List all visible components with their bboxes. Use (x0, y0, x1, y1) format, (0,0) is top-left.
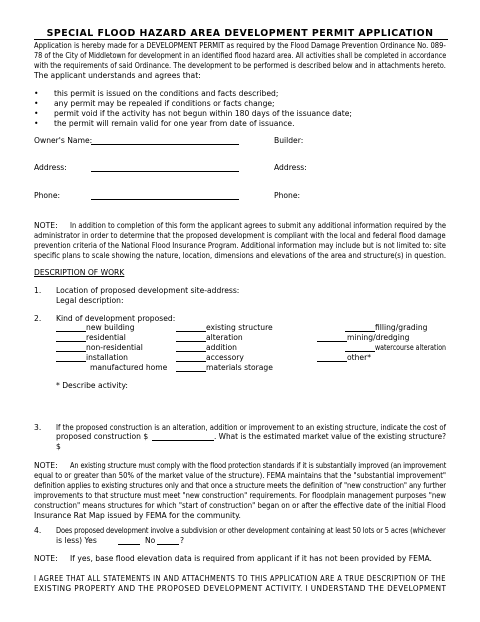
no-blank[interactable] (157, 544, 179, 545)
other-blank[interactable] (317, 361, 347, 362)
owner-phone-label: Phone: (34, 191, 61, 200)
site-address-label: Location of proposed development site-address: (56, 286, 240, 295)
watercourse-alteration-blank[interactable] (345, 351, 375, 352)
note-line: prevention criteria of the National Flood Insurance Program. Additional information may include but is not limited to: site (34, 241, 446, 250)
cost-label: proposed construction $ (56, 432, 149, 441)
no-label: No (145, 536, 156, 545)
filling-grading-blank[interactable] (345, 331, 375, 332)
intro-line: Application is hereby made for a DEVELOPMENT PERMIT as required by the Flood Damage Prevention Ordinance No. 089- (34, 41, 446, 50)
addition-blank[interactable] (176, 351, 206, 352)
option-label: materials storage (206, 363, 273, 372)
yes-label: is less) Yes (56, 536, 97, 545)
legal-description-label: Legal description: (56, 296, 124, 305)
subdivision-question: Does proposed development involve a subdivision or other development containing at least 50 lots or 5 acres (whichever (56, 526, 446, 535)
bullet-icon: • (34, 99, 39, 108)
market-value-field[interactable]: $ (56, 442, 61, 451)
accessory-blank[interactable] (176, 361, 206, 362)
option-label: accessory (206, 353, 244, 362)
agreement-line: EXISTING PROPERTY AND THE PROPOSED DEVELOPMENT ACTIVITY. I UNDERSTAND THE DEVELOPMENT (34, 584, 447, 593)
builder-phone-label: Phone: (274, 191, 301, 200)
note-label: NOTE: (34, 221, 58, 230)
installation-blank[interactable] (56, 361, 86, 362)
builder-label: Builder: (274, 136, 304, 145)
yes-blank[interactable] (118, 544, 140, 545)
note-line: An existing structure must comply with the flood protection standards if it is substantially improved (an improvement (70, 461, 447, 470)
bullet-icon: • (34, 119, 39, 128)
condition-item: this permit is issued on the conditions and facts described; (54, 89, 279, 98)
item-number: 3. (34, 423, 42, 432)
mining-dredging-blank[interactable] (317, 341, 347, 342)
option-label: watercourse alteration (375, 343, 447, 352)
item-number: 2. (34, 314, 42, 323)
owner-address-label: Address: (34, 163, 67, 172)
intro-line: 78 of the City of Middletown for development in an identified flood hazard area. All activities shall be completed in accordance (34, 51, 447, 60)
title-rule (34, 39, 448, 40)
note-line: improvements to that structure must meet "new construction" requirements. For floodplain management purposes "new (34, 491, 446, 500)
construction-cost-field[interactable] (152, 440, 214, 441)
note-line: If yes, base flood elevation data is required from applicant if it has not been provided by FEMA. (70, 554, 432, 563)
non-residential-blank[interactable] (56, 351, 86, 352)
note-line: construction" means structures for which "start of construction" began on or after the effective date of the initial Flood (34, 501, 446, 510)
option-label: non-residential (86, 343, 143, 352)
item-number: 4. (34, 526, 42, 535)
note-line: In addition to completion of this form the applicant agrees to submit any additional information required by the (70, 221, 447, 230)
builder-address-label: Address: (274, 163, 307, 172)
existing-structure-blank[interactable] (176, 331, 206, 332)
option-label: filling/grading (375, 323, 428, 332)
new-building-blank[interactable] (56, 331, 86, 332)
owner-name-label: Owner's Name: (34, 136, 93, 145)
option-label: new building (86, 323, 135, 332)
condition-item: the permit will remain valid for one year from date of issuance. (54, 119, 295, 128)
cost-question: If the proposed construction is an alteration, addition or improvement to an existing structure, indicate the cost of (56, 423, 447, 432)
intro-line: The applicant understands and agrees that: (34, 71, 201, 80)
option-label: alteration (206, 333, 243, 342)
bullet-icon: • (34, 109, 39, 118)
owner-name-field[interactable] (91, 144, 239, 145)
note-label: NOTE: (34, 461, 58, 470)
note-line: administrator in order to determine that the proposed development is compliant with the local and federal flood damage (34, 231, 446, 240)
option-label: mining/dredging (347, 333, 410, 342)
condition-item: permit void if the activity has not begun within 180 days of the issuance date; (54, 109, 352, 118)
note-line: Insurance Rat Map issued by FEMA for the community. (34, 511, 241, 520)
option-label: existing structure (206, 323, 273, 332)
agreement-line: I AGREE THAT ALL STATEMENTS IN AND ATTACHMENTS TO THIS APPLICATION ARE A TRUE DESCRIPTION OF THE (34, 574, 446, 583)
note-label: NOTE: (34, 554, 58, 563)
market-value-question: . What is the estimated market value of the existing structure? (214, 432, 447, 441)
note-line: equal to or greater than 50% of the market value of the structure). FEMA maintains that the "substantial improvement" (34, 471, 447, 480)
option-label: other* (347, 353, 372, 362)
section-heading: DESCRIPTION OF WORK (34, 268, 125, 277)
owner-phone-field[interactable] (91, 199, 239, 200)
intro-line: with the requirements of said Ordinance. The development to be performed is described below and in attachments hereto. (34, 61, 446, 70)
note-line: specific plans to scale showing the nature, location, dimensions and elevations of the area and structure(s) in question. (34, 251, 447, 260)
option-label: manufactured home (90, 363, 168, 372)
owner-address-field[interactable] (91, 171, 239, 172)
alteration-blank[interactable] (176, 341, 206, 342)
bullet-icon: • (34, 89, 39, 98)
item-number: 1. (34, 286, 42, 295)
describe-activity-label: * Describe activity: (56, 381, 128, 390)
option-label: installation (86, 353, 128, 362)
question-mark: ? (180, 536, 185, 545)
residential-blank[interactable] (56, 341, 86, 342)
condition-item: any permit may be repealed if conditions or facts change; (54, 99, 275, 108)
materials-storage-blank[interactable] (176, 371, 206, 372)
option-label: addition (206, 343, 237, 352)
note-line: definition applies to existing structures only and that once a structure meets the definition of "new construction" any further (34, 481, 446, 490)
page-title: SPECIAL FLOOD HAZARD AREA DEVELOPMENT PERMIT APPLICATION (46, 28, 434, 39)
development-kind-heading: Kind of development proposed: (56, 314, 176, 323)
option-label: residential (86, 333, 126, 342)
